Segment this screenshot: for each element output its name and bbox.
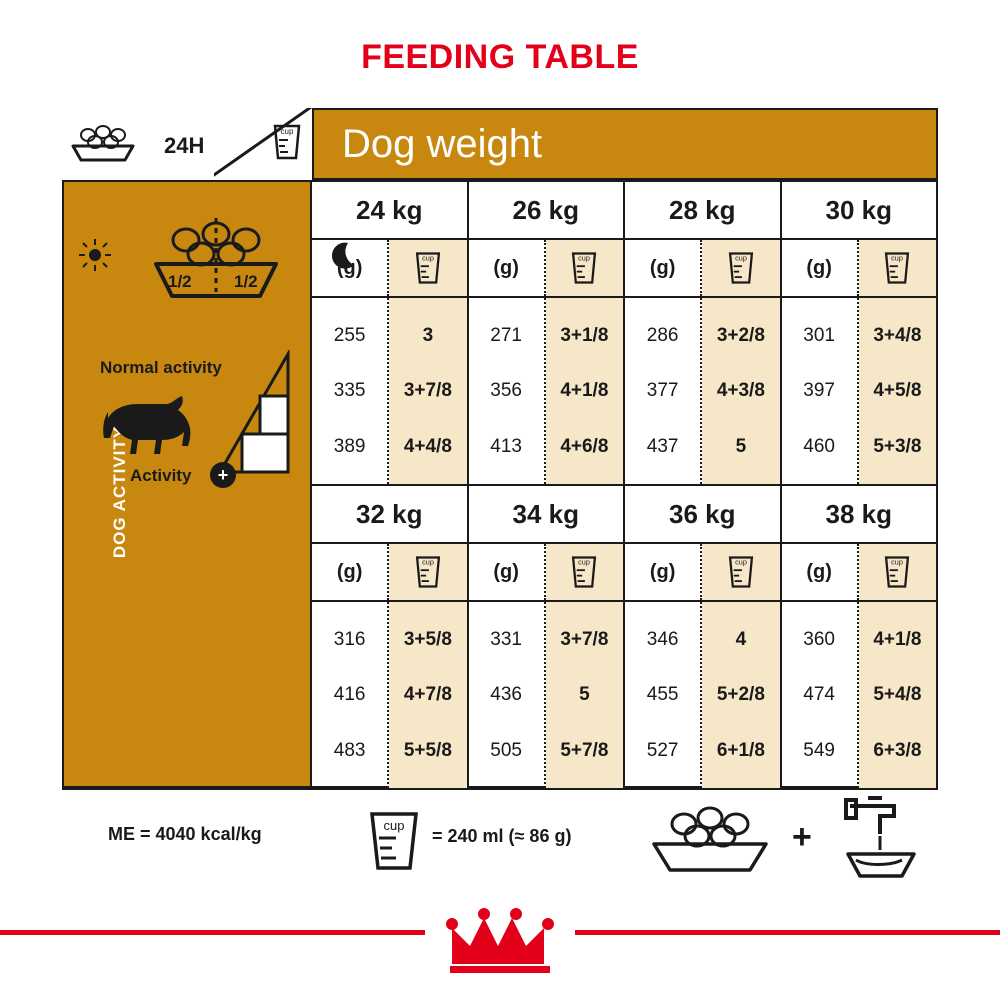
cup-value: 4+7/8 — [403, 684, 452, 706]
unit-col — [312, 240, 469, 296]
cup-values — [859, 602, 936, 788]
measuring-cup-icon — [725, 552, 757, 592]
grams-values — [782, 602, 859, 788]
gram-value: 335 — [333, 380, 366, 402]
cup-values — [389, 602, 466, 788]
dog-weight-header — [312, 108, 938, 180]
unit-header-row-2 — [312, 542, 936, 600]
grams-values — [469, 602, 546, 788]
royal-canin-crown-logo — [425, 904, 575, 1000]
split-bowl-icon — [126, 214, 306, 324]
footer-plus-sign: + — [792, 818, 812, 856]
gram-value: 346 — [646, 629, 679, 651]
cup-value: 3+7/8 — [560, 629, 609, 651]
gram-value: 316 — [333, 629, 366, 651]
data-col — [469, 602, 626, 788]
cup-values — [702, 298, 779, 484]
gram-value: 474 — [803, 684, 835, 706]
grams-label: (g) — [649, 560, 676, 583]
weight-cell: 26 kg — [469, 182, 626, 238]
cup-values — [859, 298, 936, 484]
measuring-cup-icon — [412, 248, 444, 288]
svg-text:cup: cup — [891, 557, 904, 567]
gram-value: 505 — [490, 739, 522, 761]
grams-unit — [625, 240, 702, 296]
data-col — [312, 298, 469, 484]
header-cup-icon-cell — [262, 108, 312, 180]
grams-label: (g) — [806, 256, 832, 279]
cup-unit — [859, 240, 936, 296]
gram-value: 389 — [333, 435, 366, 457]
table-body — [62, 180, 938, 788]
cup-values — [389, 298, 466, 484]
feeding-table — [62, 108, 938, 788]
weight-cell: 24 kg — [312, 182, 469, 238]
bowl-left-fraction: 1/2 — [168, 272, 192, 291]
cup-value: 6+1/8 — [716, 739, 765, 761]
cup-value: 5+3/8 — [873, 435, 922, 457]
unit-col — [782, 544, 937, 600]
cup-value: 4 — [735, 629, 747, 651]
cup-value: 6+3/8 — [873, 739, 922, 761]
measuring-cup-icon — [568, 552, 600, 592]
cup-value: 4+6/8 — [560, 435, 609, 457]
metabolisable-energy-text: ME = 4040 kcal/kg — [108, 824, 262, 844]
grams-label: (g) — [493, 256, 519, 279]
cup-unit — [389, 544, 466, 600]
gram-value: 377 — [646, 380, 679, 402]
cup-value: 4+1/8 — [873, 629, 922, 651]
data-col — [782, 602, 937, 788]
footer-cup-icon — [362, 804, 426, 881]
svg-text:cup: cup — [422, 253, 434, 263]
cup-values — [546, 602, 623, 788]
cup-value: 3+4/8 — [873, 325, 922, 347]
cup-value: 5+5/8 — [403, 739, 452, 761]
grams-values — [469, 298, 546, 484]
cup-equivalence-text: = 240 ml (≈ 86 g) — [432, 826, 572, 846]
cup-value: 3+1/8 — [560, 325, 609, 347]
unit-col — [312, 544, 469, 600]
unit-header-row-1 — [312, 238, 936, 296]
grams-unit — [312, 240, 389, 296]
data-col — [782, 298, 937, 484]
gram-value: 436 — [490, 684, 522, 706]
unit-col — [625, 240, 782, 296]
gram-value: 286 — [646, 325, 679, 347]
footer-legend — [62, 788, 938, 888]
cup-value: 3+2/8 — [716, 325, 765, 347]
footer-food-bowl-icon — [642, 804, 782, 881]
cup-unit — [859, 544, 936, 600]
cup-value: 4+5/8 — [873, 380, 922, 402]
weight-header-row-2 — [312, 486, 936, 542]
gram-value: 397 — [803, 380, 835, 402]
gram-value: 437 — [646, 435, 679, 457]
weight-cell: 28 kg — [625, 182, 782, 238]
cup-value: 3+7/8 — [403, 380, 452, 402]
grams-label: (g) — [336, 256, 363, 279]
activity-plus-badge: + — [210, 462, 236, 488]
gram-value: 255 — [333, 325, 366, 347]
grams-values — [312, 602, 389, 788]
grams-values — [312, 298, 389, 484]
measuring-cup-icon — [412, 552, 444, 592]
svg-text:cup: cup — [891, 253, 904, 263]
food-bowl-icon — [70, 121, 156, 172]
cup-values — [546, 298, 623, 484]
gram-value: 460 — [803, 435, 835, 457]
grams-unit — [782, 240, 859, 296]
grams-label: (g) — [336, 560, 363, 583]
gram-value: 360 — [803, 629, 835, 651]
weight-block-2 — [312, 484, 936, 786]
gram-value: 483 — [333, 739, 366, 761]
data-col — [625, 298, 782, 484]
cup-unit — [389, 240, 466, 296]
unit-col — [469, 544, 626, 600]
data-rows-2 — [312, 600, 936, 788]
unit-col — [469, 240, 626, 296]
dog-activity-panel — [64, 182, 312, 786]
table-header-row — [62, 108, 938, 180]
cup-value: 5 — [579, 684, 590, 706]
svg-text:cup: cup — [578, 557, 591, 567]
svg-text:cup: cup — [578, 253, 591, 263]
grams-unit — [625, 544, 702, 600]
measuring-cup-icon — [725, 248, 757, 288]
cup-value: 5+2/8 — [716, 684, 765, 706]
svg-text:cup: cup — [735, 557, 747, 567]
grams-unit — [782, 544, 859, 600]
activity-label: Activity — [130, 466, 192, 485]
svg-text:cup: cup — [735, 253, 747, 263]
svg-text:cup: cup — [280, 126, 294, 136]
cup-values — [702, 602, 779, 788]
header-left-corner — [62, 108, 312, 180]
measuring-cup-icon — [568, 248, 600, 288]
cup-value: 4+3/8 — [716, 380, 765, 402]
unit-col — [625, 544, 782, 600]
cup-value: 5+7/8 — [560, 739, 609, 761]
data-col — [469, 298, 626, 484]
bowl-right-fraction: 1/2 — [234, 272, 258, 291]
weight-cell: 34 kg — [469, 486, 626, 542]
grams-unit — [469, 544, 546, 600]
cup-value: 4+1/8 — [560, 380, 609, 402]
activity-level-diagram — [78, 350, 308, 500]
dog-activity-vertical-label: DOG ACTIVITY — [110, 425, 129, 559]
unit-col — [782, 240, 937, 296]
weight-grid — [312, 182, 936, 786]
weight-cell: 38 kg — [825, 498, 892, 529]
cup-unit — [702, 544, 779, 600]
weight-cell: 36 kg — [625, 486, 782, 542]
gram-value: 413 — [490, 435, 522, 457]
data-col — [312, 602, 469, 788]
gram-value: 549 — [803, 739, 835, 761]
normal-activity-label: Normal activity — [100, 358, 222, 377]
gram-value: 331 — [490, 629, 522, 651]
sun-icon — [78, 238, 112, 277]
gram-value: 356 — [490, 380, 522, 402]
weight-cell: 30 kg — [825, 194, 892, 225]
grams-values — [625, 602, 702, 788]
gram-value: 416 — [333, 684, 366, 706]
weight-header-row-1 — [312, 182, 936, 238]
cup-value: 5+4/8 — [873, 684, 922, 706]
grams-unit — [469, 240, 546, 296]
daily-ration-diagram — [126, 214, 306, 324]
cup-unit — [702, 240, 779, 296]
gram-value: 455 — [646, 684, 679, 706]
measuring-cup-icon — [881, 552, 913, 592]
cup-value: 4+4/8 — [403, 435, 452, 457]
water-tap-icon — [832, 796, 942, 887]
grams-label: (g) — [493, 560, 519, 583]
measuring-cup-icon — [270, 120, 304, 169]
grams-label: (g) — [806, 560, 832, 583]
weight-block-1 — [312, 182, 936, 484]
cup-unit — [546, 240, 623, 296]
cup-value: 3 — [422, 325, 434, 347]
dog-weight-label: Dog weight — [342, 121, 543, 166]
hours-label: 24H — [164, 133, 205, 158]
grams-unit — [312, 544, 389, 600]
data-col — [625, 602, 782, 788]
brand-footer-bar — [0, 904, 1000, 1000]
gram-value: 301 — [803, 325, 835, 347]
weight-cell: 32 kg — [312, 486, 469, 542]
dog-silhouette-icon — [96, 390, 204, 473]
svg-text:cup: cup — [422, 557, 434, 567]
data-rows-1 — [312, 296, 936, 484]
svg-text:cup: cup — [383, 818, 405, 833]
cup-value: 3+5/8 — [403, 629, 452, 651]
cup-value: 5 — [735, 435, 747, 457]
gram-value: 527 — [646, 739, 679, 761]
grams-values — [782, 298, 859, 484]
measuring-cup-icon — [881, 248, 913, 288]
grams-label: (g) — [649, 256, 676, 279]
gram-value: 271 — [490, 325, 522, 347]
grams-values — [625, 298, 702, 484]
page-title: FEEDING TABLE — [361, 38, 639, 76]
cup-unit — [546, 544, 623, 600]
